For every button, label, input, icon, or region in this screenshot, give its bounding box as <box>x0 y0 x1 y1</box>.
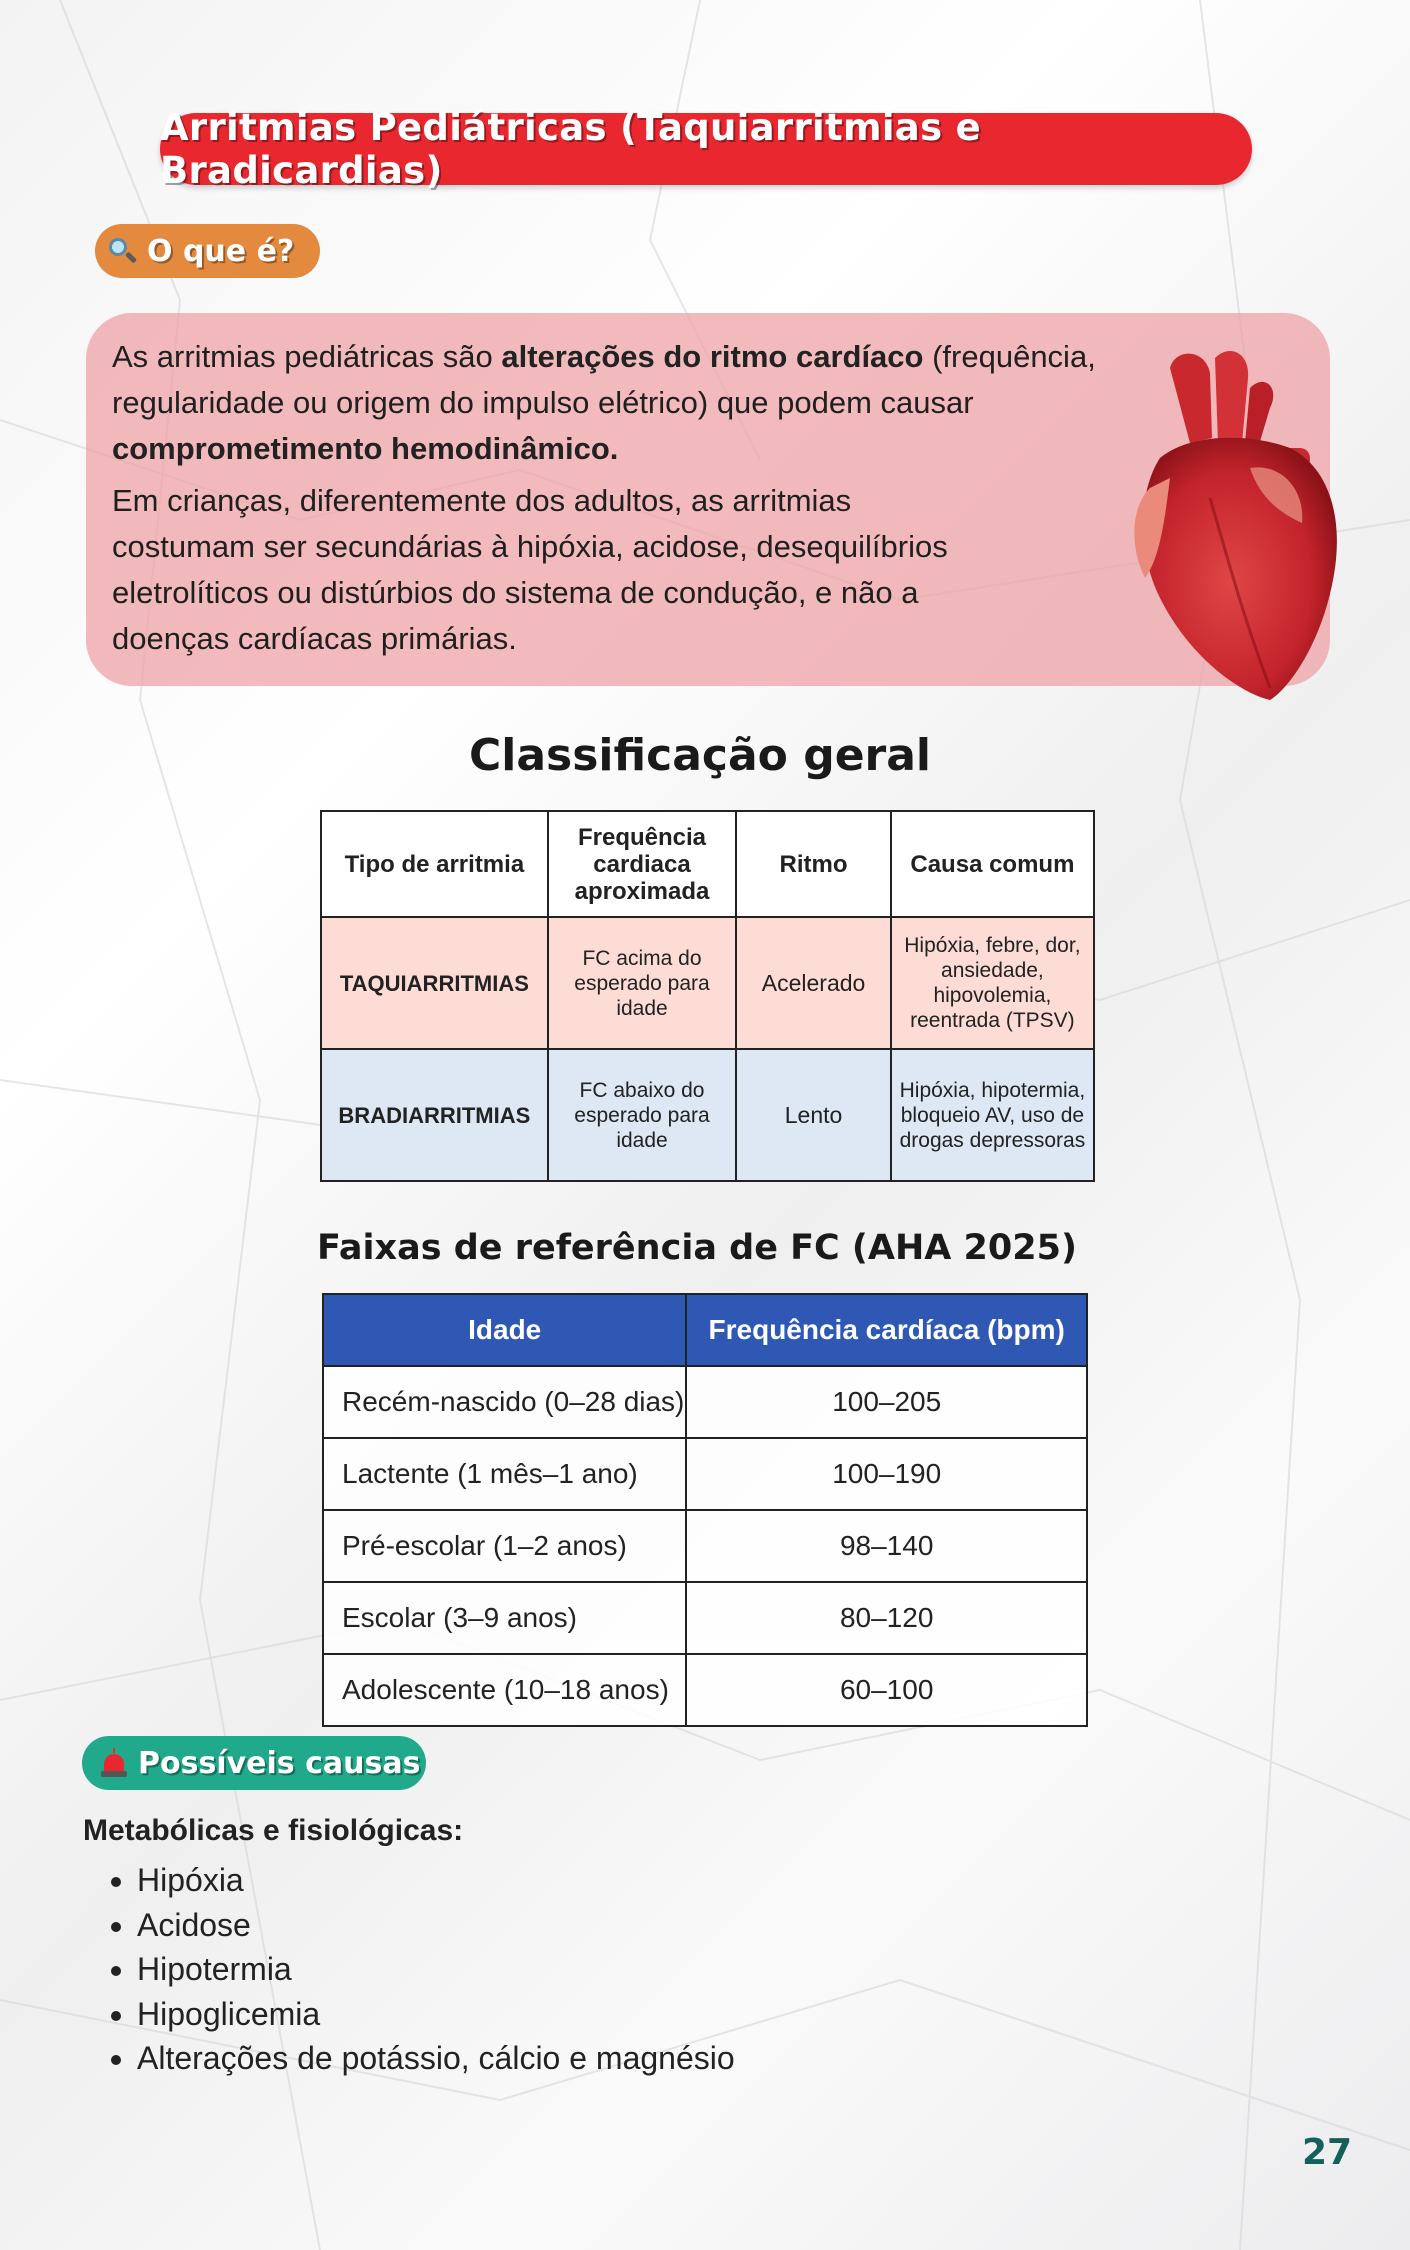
reference-header-row <box>323 1294 1087 1366</box>
cell-cause: Hipóxia, hipotermia, bloqueio AV, uso de drogas depressoras <box>891 1049 1094 1181</box>
causes-tag <box>82 1736 426 1790</box>
cell-age: Adolescente (10–18 anos) <box>323 1654 686 1726</box>
magnifying-glass-icon <box>107 236 137 266</box>
causes-list <box>83 1858 735 2081</box>
list-item: • Hipotermia <box>137 1947 735 1992</box>
cell-type: TAQUIARRITMIAS <box>321 917 548 1049</box>
intro-bold-1: alterações do ritmo cardíaco <box>501 339 924 374</box>
heart-illustration <box>1130 348 1360 703</box>
list-item: • Hipoglicemia <box>137 1992 735 2037</box>
classification-table <box>320 810 1095 1182</box>
cell-bpm: 98–140 <box>686 1510 1087 1582</box>
classification-title: Classificação geral <box>468 730 932 781</box>
table-row <box>323 1510 1087 1582</box>
cell-bpm: 100–190 <box>686 1438 1087 1510</box>
table-row <box>323 1438 1087 1510</box>
header-rhythm: Ritmo <box>736 811 891 917</box>
table-row <box>323 1654 1087 1726</box>
cell-bpm: 80–120 <box>686 1582 1087 1654</box>
intro-paragraph-1: As arritmias pediátricas são alterações do ritmo cardíaco (frequência, regularidade ou origem do impulso elétrico) que podem causar comprometimento hemodinâmico. <box>112 339 1096 466</box>
cell-cause: Hipóxia, febre, dor, ansiedade, hipovolemia, reentrada (TPSV) <box>891 917 1094 1049</box>
page-number: 27 <box>1302 2132 1353 2173</box>
siren-icon <box>100 1748 128 1778</box>
causes-heading: Metabólicas e fisiológicas: <box>83 1814 464 1847</box>
list-item: • Hipóxia <box>137 1858 735 1903</box>
table-row <box>321 917 1094 1049</box>
header-fc: Frequência cardiaca aproximada <box>548 811 737 917</box>
cell-fc: FC acima do esperado para idade <box>548 917 737 1049</box>
list-item: • Acidose <box>137 1903 735 1948</box>
cell-rhythm: Acelerado <box>736 917 891 1049</box>
cell-rhythm: Lento <box>736 1049 891 1181</box>
header-type: Tipo de arritmia <box>321 811 548 917</box>
intro-text <box>112 334 1172 668</box>
page-title: Arritmias Pediátricas (Taquiarritmias e Bradicardias) <box>160 113 1252 185</box>
list-item: • Alterações de potássio, cálcio e magnésio <box>137 2036 735 2081</box>
header-bpm: Frequência cardíaca (bpm) <box>686 1294 1087 1366</box>
header-cause: Causa comum <box>891 811 1094 917</box>
table-row <box>321 1049 1094 1181</box>
classification-header-row <box>321 811 1094 917</box>
cell-age: Escolar (3–9 anos) <box>323 1582 686 1654</box>
intro-paragraph-2: Em crianças, diferentemente dos adultos, as arritmias costumam ser secundárias à hipóxia, acidose, desequilíbrios eletrolíticos ou distúrbios do sistema de condução, e não a doenças cardíacas primárias. <box>112 483 948 656</box>
cell-age: Recém-nascido (0–28 dias) <box>323 1366 686 1438</box>
what-is-label: O que é? <box>147 233 295 269</box>
table-row <box>323 1582 1087 1654</box>
cell-age: Pré-escolar (1–2 anos) <box>323 1510 686 1582</box>
cell-age: Lactente (1 mês–1 ano) <box>323 1438 686 1510</box>
header-age: Idade <box>323 1294 686 1366</box>
cell-bpm: 60–100 <box>686 1654 1087 1726</box>
cell-fc: FC abaixo do esperado para idade <box>548 1049 737 1181</box>
table-row <box>323 1366 1087 1438</box>
intro-bold-2: comprometimento hemodinâmico. <box>112 431 619 466</box>
reference-title: Faixas de referência de FC (AHA 2025) <box>317 1228 1077 1268</box>
causes-label: Possíveis causas <box>138 1745 421 1781</box>
cell-bpm: 100–205 <box>686 1366 1087 1438</box>
cell-type: BRADIARRITMIAS <box>321 1049 548 1181</box>
reference-table <box>322 1293 1088 1727</box>
what-is-tag <box>95 224 320 278</box>
